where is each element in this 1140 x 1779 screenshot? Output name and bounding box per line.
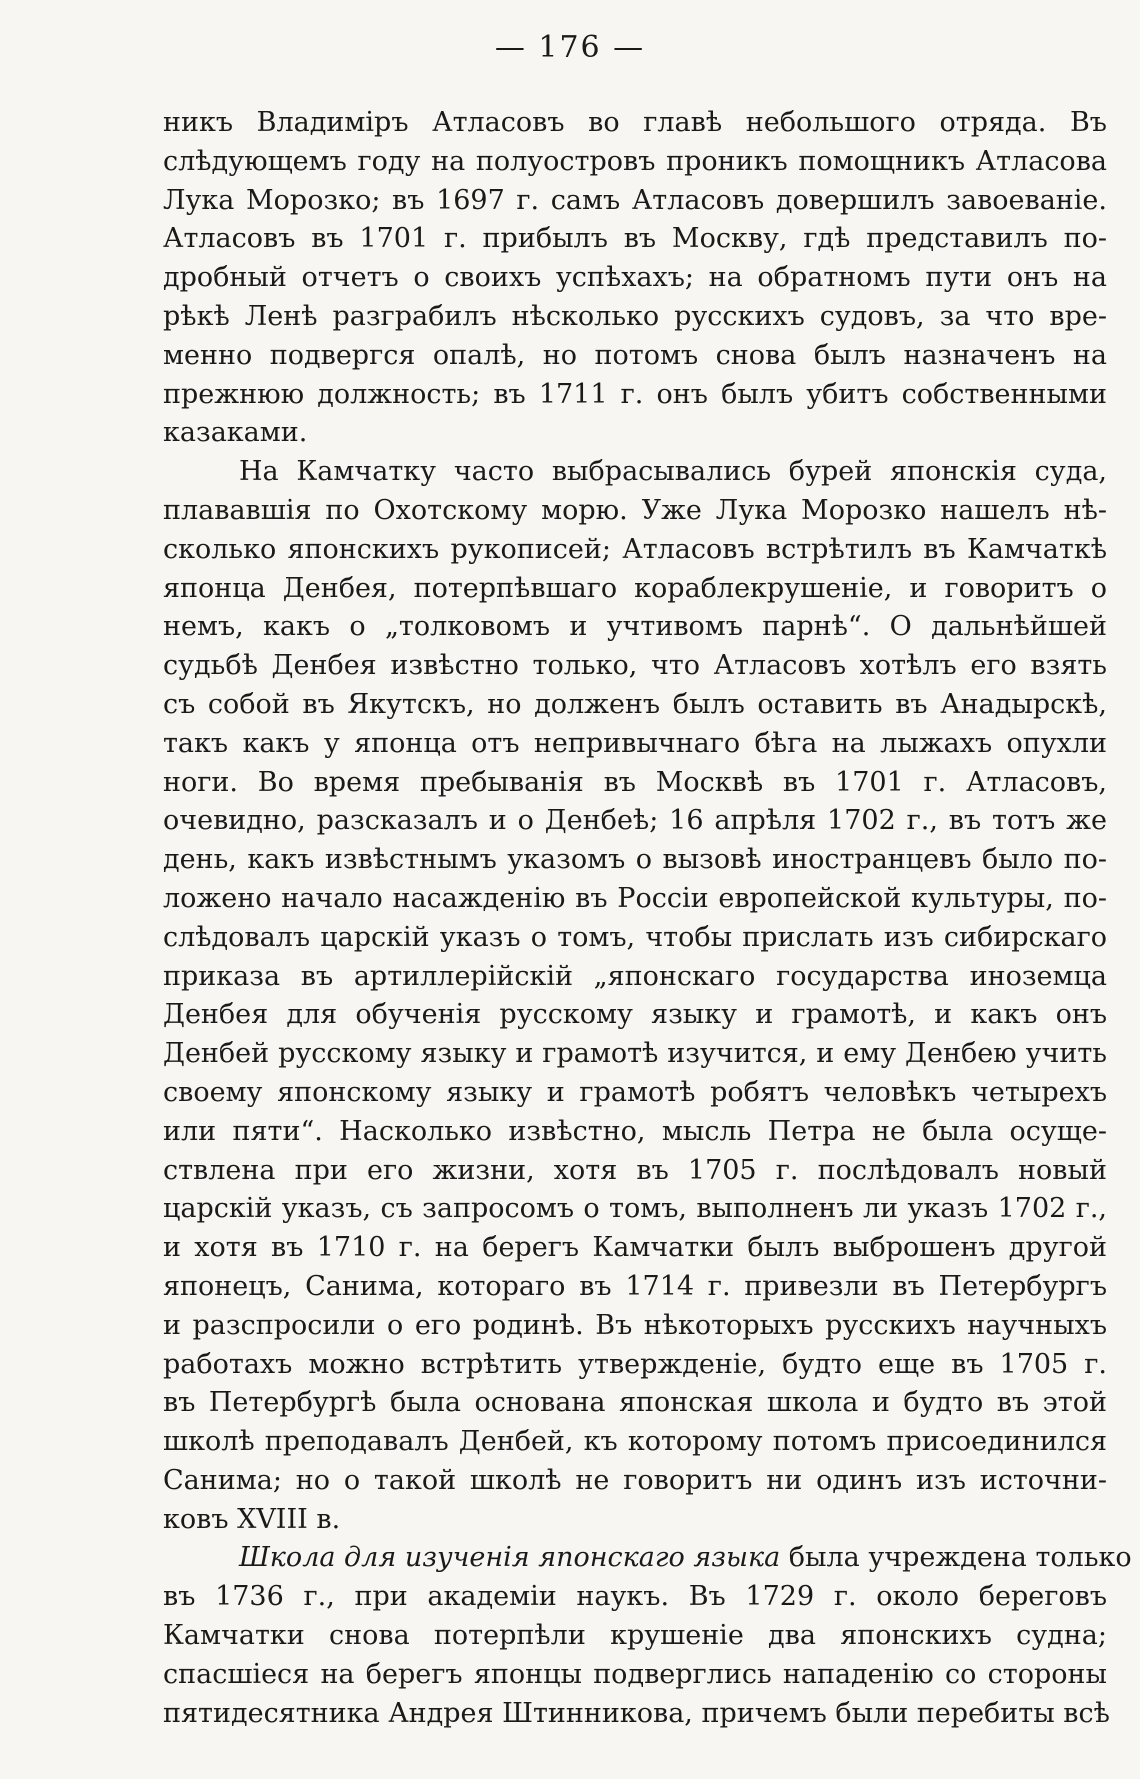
text-line: японца Денбея, потерпѣвшаго кораблекрушеніе, и говоритъ о: [163, 572, 1107, 604]
text-line: [163, 1539, 1132, 1578]
text-line: никъ Владиміръ Атласовъ во главѣ небольшого отряда. Въ: [163, 107, 1107, 138]
text-line: Камчатки снова потерпѣли крушеніе два японскихъ судна;: [163, 1620, 1107, 1652]
text-line: ложено начало насажденію въ Россіи европейской культуры, по-: [163, 882, 1107, 914]
text-line: и разспросили о его родинѣ. Въ нѣкоторыхъ русскихъ научныхъ: [163, 1309, 1107, 1341]
text-line: Денбея для обученія русскому языку и грамотѣ, и какъ онъ: [163, 999, 1107, 1031]
text-line: Санима; но о такой школѣ не говоритъ ни одинъ изъ источни-: [163, 1464, 1107, 1496]
text-line: царскій указъ, съ запросомъ о томъ, выполненъ ли указъ 1702 г.,: [163, 1193, 1107, 1225]
text-line: рѣкѣ Ленѣ разграбилъ нѣсколько русскихъ судовъ, за что вре-: [163, 300, 1107, 332]
text-line: въ Петербургѣ была основана японская школа и будто въ этой: [163, 1387, 1107, 1419]
text-line: ноги. Во время пребыванія въ Москвѣ въ 1701 г. Атласовъ,: [163, 766, 1107, 798]
text-line: день, какъ извѣстнымъ указомъ о вызовѣ иностранцевъ было по-: [163, 844, 1107, 876]
text-line: Лука Морозко; въ 1697 г. самъ Атласовъ довершилъ завоеваніе.: [163, 184, 1107, 216]
text-line: своему японскому языку и грамотѣ робятъ человѣкъ четырехъ: [163, 1076, 1107, 1108]
text-line: менно подвергся опалѣ, но потомъ снова былъ назначенъ на: [163, 339, 1107, 371]
text-line: въ 1736 г., при академіи наукъ. Въ 1729 г. около береговъ: [163, 1581, 1107, 1613]
text-line: ствлена при его жизни, хотя въ 1705 г. послѣдовалъ новый: [163, 1154, 1107, 1186]
text-line: судьбѣ Денбея извѣстно только, что Атласовъ хотѣлъ его взять: [163, 650, 1107, 682]
text-line: плававшія по Охотскому морю. Уже Лука Морозко нашелъ нѣ-: [163, 494, 1107, 526]
text-line: спасшіеся на берегъ японцы подверглись нападенію со стороны: [163, 1658, 1107, 1690]
text-line: слѣдующемъ году на полуостровъ проникъ помощникъ Атласова: [163, 145, 1107, 177]
text-line: такъ какъ у японца отъ непривычнаго бѣга на лыжахъ опухли: [163, 727, 1107, 759]
text-line: приказа въ артиллерійскій „японскаго государства иноземца: [163, 960, 1107, 992]
text-line: и хотя въ 1710 г. на берегъ Камчатки былъ выброшенъ другой: [163, 1232, 1107, 1264]
italic-heading: Школа для изученія японскаго языка: [239, 1542, 781, 1574]
text-line: школѣ преподавалъ Денбей, къ которому потомъ присоединился: [163, 1426, 1107, 1458]
text-line: ковъ XVIII в.: [163, 1503, 341, 1535]
text-line: казаками.: [163, 417, 308, 449]
text-line: На Камчатку часто выбрасывались бурей японскія суда,: [239, 456, 1107, 488]
text-line: пятидесятника Андрея Штинникова, причемъ были перебиты всѣ: [163, 1697, 1110, 1729]
page-number: — 176 —: [494, 30, 646, 65]
text-line: съ собой въ Якутскъ, но долженъ былъ оставить въ Анадырскѣ,: [163, 688, 1107, 720]
text-line: сколько японскихъ рукописей; Атласовъ встрѣтилъ въ Камчаткѣ: [163, 533, 1107, 565]
text-line: Атласовъ въ 1701 г. прибылъ въ Москву, гдѣ представилъ по-: [163, 223, 1107, 255]
body-text: [163, 104, 1132, 1733]
text-line: слѣдовалъ царскій указъ о томъ, чтобы прислать изъ сибирскаго: [163, 921, 1107, 953]
text-line: или пяти“. Насколько извѣстно, мысль Петра не была осуще-: [163, 1115, 1107, 1147]
text-line: японецъ, Санима, котораго въ 1714 г. привезли въ Петербургъ: [163, 1270, 1107, 1302]
text-line: немъ, какъ о „толковомъ и учтивомъ парнѣ“. О дальнѣйшей: [163, 611, 1107, 643]
text-fragment: была учреждена только: [780, 1542, 1132, 1574]
text-line: работахъ можно встрѣтить утвержденіе, будто еще въ 1705 г.: [163, 1348, 1107, 1380]
text-line: дробный отчетъ о своихъ успѣхахъ; на обратномъ пути онъ на: [163, 262, 1107, 294]
text-line: очевидно, разсказалъ и о Денбеѣ; 16 апрѣля 1702 г., въ тотъ же: [163, 805, 1107, 837]
text-line: прежнюю должность; въ 1711 г. онъ былъ убитъ собственными: [163, 378, 1107, 410]
text-line: Денбей русскому языку и грамотѣ изучится, и ему Денбею учить: [163, 1038, 1107, 1070]
